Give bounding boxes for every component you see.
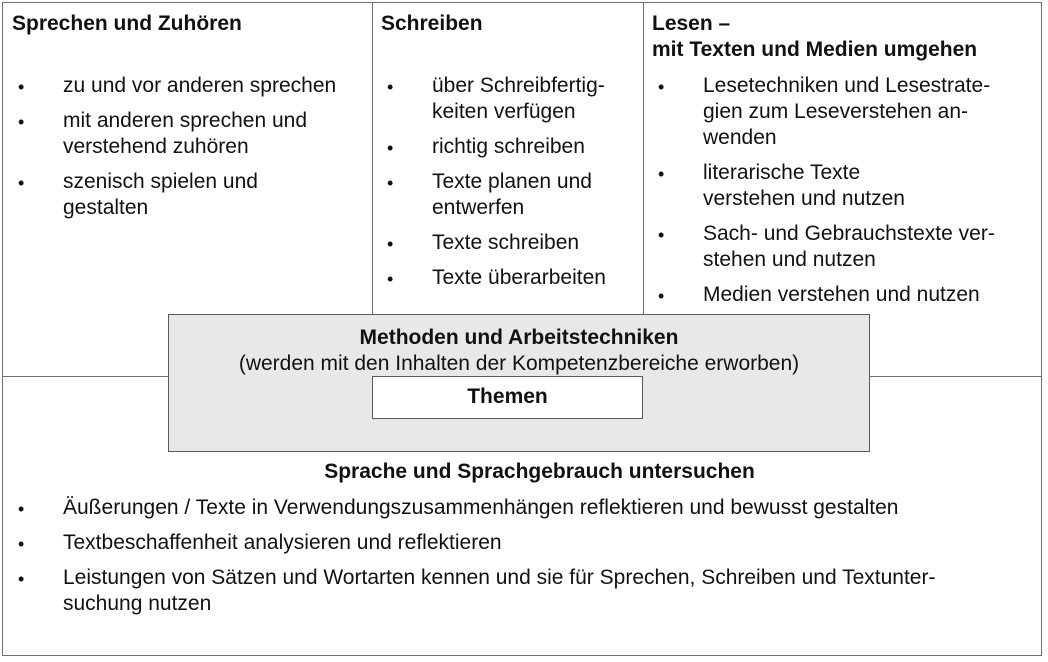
list-item-text: literarische Texte <box>703 161 861 184</box>
themes-box: Themen <box>372 376 643 419</box>
list-item-text: zu und vor anderen sprechen <box>63 74 337 97</box>
bullet-icon: • <box>387 234 394 254</box>
list-item-text: suchung nutzen <box>63 592 212 615</box>
methods-title: Methoden und Arbeitstechniken <box>359 326 679 349</box>
bullet-icon: • <box>18 534 25 554</box>
list-item-text: stehen und nutzen <box>703 248 876 271</box>
bullet-icon: • <box>387 77 394 97</box>
list-item-text: Äußerungen / Texte in Verwendungszusammenhängen reflektieren und bewusst gestalten <box>63 496 899 519</box>
list-item <box>12 565 935 617</box>
list-item-text: mit anderen sprechen und <box>63 109 307 132</box>
bullet-icon: • <box>18 173 25 193</box>
list-item-text: gestalten <box>63 196 149 219</box>
bullet-icon: • <box>387 269 394 289</box>
list-item-text: Texte planen und <box>432 170 592 193</box>
list-item-text: gien zum Leseverstehen an- <box>703 100 968 123</box>
list-item-text: Leistungen von Sätzen und Wortarten kennen und sie für Sprechen, Schreiben und Textunter- <box>63 566 936 589</box>
list-item-text: Textbeschaffenheit analysieren und reflektieren <box>63 531 502 554</box>
language-list <box>12 495 935 626</box>
section-title-reading: Lesen – mit Texten und Medien umgehen <box>652 12 978 61</box>
list-item-text: szenisch spielen und <box>63 170 258 193</box>
list-item <box>381 230 606 256</box>
bullet-icon: • <box>18 77 25 97</box>
list-item <box>381 169 606 221</box>
bullet-icon: • <box>18 499 25 519</box>
list-item <box>12 73 336 99</box>
list-item-text: verstehen und nutzen <box>703 187 905 210</box>
methods-subtitle: (werden mit den Inhalten der Kompetenzbereiche erworben) <box>238 352 800 375</box>
list-item <box>652 73 995 151</box>
bullet-icon: • <box>387 173 394 193</box>
bullet-icon: • <box>658 286 665 306</box>
writing-list <box>381 73 606 300</box>
list-item <box>381 265 606 291</box>
section-title-speaking: Sprechen und Zuhören <box>12 12 242 35</box>
list-item <box>381 73 606 125</box>
list-item-text: verstehend zuhören <box>63 135 249 158</box>
section-title-writing: Schreiben <box>381 12 483 35</box>
bullet-icon: • <box>387 138 394 158</box>
list-item <box>12 530 935 556</box>
list-item <box>652 160 995 212</box>
list-item-text: Medien verstehen und nutzen <box>703 283 980 306</box>
list-item <box>12 169 336 221</box>
section-title-language: Sprache und Sprachgebrauch untersuchen <box>324 460 755 483</box>
speaking-list <box>12 73 336 230</box>
reading-list <box>652 73 995 317</box>
list-item-text: richtig schreiben <box>432 135 585 158</box>
bullet-icon: • <box>18 112 25 132</box>
list-item-text: wenden <box>703 126 777 149</box>
list-item-text: Lesetechniken und Lesestrate- <box>703 74 991 97</box>
list-item-text: Texte überarbeiten <box>432 266 606 289</box>
bullet-icon: • <box>658 225 665 245</box>
list-item <box>652 282 995 308</box>
list-item-text: keiten verfügen <box>432 100 576 123</box>
bullet-icon: • <box>658 164 665 184</box>
list-item-text: Sach- und Gebrauchstexte ver- <box>703 222 995 245</box>
list-item-text: Texte schreiben <box>432 231 580 254</box>
bullet-icon: • <box>658 77 665 97</box>
list-item <box>381 134 606 160</box>
list-item <box>652 221 995 273</box>
list-item <box>12 108 336 160</box>
list-item-text: entwerfen <box>432 196 525 219</box>
list-item <box>12 495 935 521</box>
bullet-icon: • <box>18 569 25 589</box>
list-item-text: über Schreibfertig- <box>432 74 605 97</box>
